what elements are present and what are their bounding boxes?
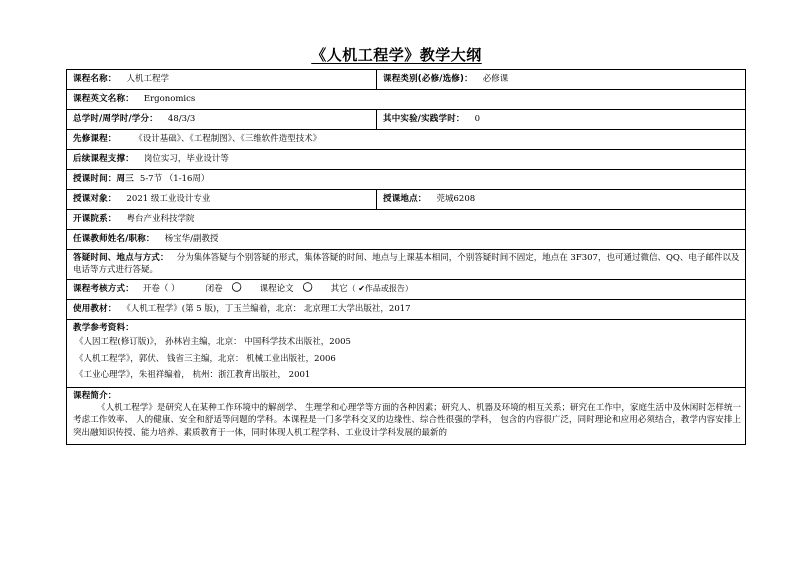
assessment-option-closed-book[interactable] — [206, 282, 242, 297]
assessment-option-other-mark: （ ✔作品或报告） — [347, 283, 413, 293]
assessment-option-closed-book-name: 闭卷 — [205, 283, 223, 294]
cell-references — [67, 319, 746, 387]
label-class-time: 授课时间：周三 — [73, 174, 134, 185]
cell-textbook — [67, 299, 746, 319]
value-location: 莞城6208 — [436, 194, 476, 205]
table-row-department — [67, 210, 746, 230]
cell-followup — [67, 150, 746, 170]
value-hours-credits: 48/3/3 — [167, 114, 196, 125]
introduction-paragraph — [73, 402, 741, 439]
reference-item: 《人因工程(修订版)》， 孙林岩主编，北京： 中国科学技术出版社，2005 — [75, 336, 351, 347]
assessment-option-paper-name: 课程论文 — [259, 283, 294, 294]
label-followup: 后续课程支撑： — [73, 154, 134, 165]
value-course-name: 人机工程学 — [126, 74, 170, 85]
label-references: 教学参考资料： — [73, 322, 134, 333]
cell-qa — [67, 250, 746, 280]
table-row-followup — [67, 150, 746, 170]
page-title: 《人机工程学》教学大纲 — [311, 46, 482, 64]
assessment-option-other-name: 其它 — [330, 283, 348, 294]
label-course-name-en: 课程英文名称： — [73, 94, 134, 105]
cell-class-time — [67, 170, 746, 190]
cell-introduction — [67, 387, 746, 444]
value-course-name-en: Ergonomics — [143, 94, 196, 105]
table-row-course-name-en — [67, 90, 746, 110]
cell-prerequisite — [67, 130, 746, 150]
table-row-assessment — [67, 279, 746, 299]
value-audience: 2021 级工业设计专业 — [126, 194, 211, 205]
label-teacher: 任课教师姓名/职称： — [73, 234, 155, 245]
assessment-option-paper[interactable] — [260, 282, 313, 297]
cell-teacher — [67, 230, 746, 250]
cell-course-category — [377, 70, 746, 90]
table-row-prerequisite — [67, 130, 746, 150]
value-experiment-hours: 0 — [474, 114, 481, 125]
value-qa: 分为集体答疑与个别答疑的形式，集体答疑的时间、地点与上课基本相同，个别答疑时间不固定，地点在 3F307，也可通过微信、QQ、电子邮件以及电话等方式进行答疑。 — [73, 253, 740, 276]
assessment-option-paper-mark: 〇 — [302, 282, 313, 294]
table-row-teacher — [67, 230, 746, 250]
label-experiment-hours: 其中实验/实践学时： — [383, 114, 465, 125]
cell-location — [377, 190, 746, 210]
introduction-text: 《人机工程学》是研究人在某种工作环境中的解剖学、 生理学和心理学等方面的各种因素；研究人、机器及环境的相互关系；研究在工作中，家庭生活中及休闲时怎样统一考虑工作效率、 人的健康、安全和舒适等问题的学科。本课程是一门多学科交叉的边缘性、综合性很强的学科， 包含的内容很广泛，同时理论和应用必须结合，教学内容安排上突出融知识传授、能力培养、素质教育于一体，同时体现人机工程学科、工业设计学科发展的最新的 — [73, 402, 741, 438]
label-introduction: 课程简介： — [73, 390, 117, 401]
label-location: 授课地点： — [383, 194, 427, 205]
reference-item: 《人机工程学》，郭伏、 钱省三主编，北京： 机械工业出版社，2006 — [75, 353, 336, 364]
value-followup: 岗位实习，毕业设计等 — [143, 154, 229, 165]
syllabus-table-wrapper — [66, 69, 741, 445]
value-course-category: 必修课 — [482, 74, 509, 85]
cell-assessment — [67, 279, 746, 299]
assessment-option-open-book-name: 开卷 — [142, 283, 160, 294]
label-department: 开课院系： — [73, 214, 117, 225]
label-assessment: 课程考核方式： — [73, 283, 134, 294]
value-prerequisite: 《设计基础》、《工程制图》、《三维软件造型技术》 — [138, 134, 322, 145]
cell-experiment-hours — [377, 110, 746, 130]
value-textbook: 《人机工程学》(第 5 版)，丁玉兰编着，北京： 北京理工大学出版社，2017 — [126, 303, 411, 314]
table-row-course-name — [67, 70, 746, 90]
label-qa: 答疑时间、地点与方式： — [73, 253, 169, 263]
label-audience: 授课对象： — [73, 194, 117, 205]
reference-item: 《工业心理学》，朱祖祥编着， 杭州：浙江教育出版社， 2001 — [75, 370, 311, 381]
cell-course-name — [67, 70, 377, 90]
assessment-option-closed-book-mark: 〇 — [231, 282, 242, 294]
label-course-category: 课程类别(必修/选修)： — [383, 74, 473, 85]
table-row-hours — [67, 110, 746, 130]
value-class-time: 5-7节 （1-16周） — [139, 174, 210, 185]
label-textbook: 使用教材： — [73, 303, 117, 314]
value-teacher: 杨宝华/副教授 — [164, 234, 219, 245]
table-row-introduction — [67, 387, 746, 444]
assessment-option-open-book[interactable] — [143, 283, 180, 295]
cell-department — [67, 210, 746, 230]
label-prerequisite: 先修课程： — [73, 134, 117, 145]
cell-course-name-en — [67, 90, 746, 110]
cell-audience — [67, 190, 377, 210]
assessment-option-other[interactable] — [331, 283, 413, 295]
syllabus-table — [66, 69, 746, 445]
label-course-name: 课程名称： — [73, 74, 117, 85]
table-row-references — [67, 319, 746, 387]
value-department: 粤台产业科技学院 — [126, 214, 195, 225]
cell-hours-credits — [67, 110, 377, 130]
label-hours-credits: 总学时/周学时/学分： — [73, 114, 158, 125]
table-row-audience — [67, 190, 746, 210]
table-row-class-time — [67, 170, 746, 190]
assessment-option-open-book-mark: （ ） — [159, 283, 180, 294]
table-row-qa — [67, 250, 746, 280]
table-row-textbook — [67, 299, 746, 319]
